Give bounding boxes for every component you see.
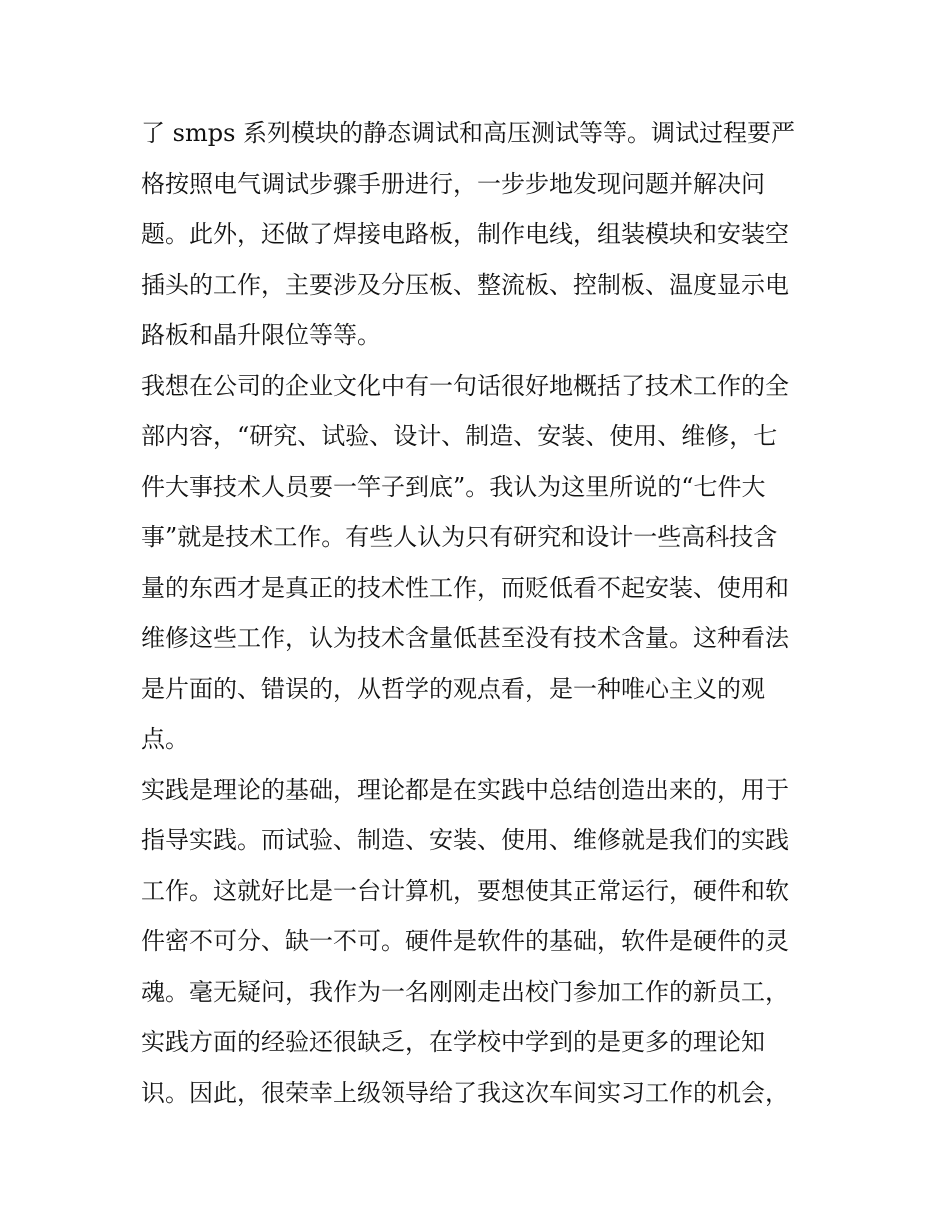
text-line: 件密不可分、缺一不可。硬件是软件的基础，软件是硬件的灵 [141, 927, 789, 955]
body-text [141, 108, 821, 1118]
text-line: 指导实践。而试验、制造、安装、使用、维修就是我们的实践 [141, 826, 789, 854]
text-line: 事”就是技术工作。有些人认为只有研究和设计一些高科技含 [141, 523, 778, 551]
text-line: 实践是理论的基础，理论都是在实践中总结创造出来的，用于 [141, 775, 789, 804]
text-line: 魂。毫无疑问，我作为一名刚刚走出校门参加工作的新员工， [141, 977, 789, 1006]
text-line: 是片面的、错误的，从哲学的观点看，是一种唯心主义的观 [141, 674, 765, 703]
text-line: 了 smps 系列模块的静态调试和高压测试等等。调试过程要严 [141, 119, 796, 147]
text-line: 题。此外，还做了焊接电路板，制作电线，组装模块和安装空 [141, 220, 789, 248]
text-line: 路板和晶升限位等等。 [141, 321, 381, 349]
text-line: 点。 [141, 725, 189, 753]
text-line: 实践方面的经验还很缺乏，在学校中学到的是更多的理论知 [141, 1028, 765, 1056]
text-line: 量的东西才是真正的技术性工作，而贬低看不起安装、使用和 [141, 573, 789, 602]
text-line: 件大事技术人员要一竿子到底”。我认为这里所说的“七件大 [141, 472, 766, 501]
text-line: 插头的工作，主要涉及分压板、整流板、控制板、温度显示电 [141, 270, 789, 299]
text-line: 维修这些工作，认为技术含量低甚至没有技术含量。这种看法 [141, 624, 789, 652]
text-line: 我想在公司的企业文化中有一句话很好地概括了技术工作的全 [141, 371, 789, 400]
text-line: 部内容，“研究、试验、设计、制造、安装、使用、维修，七 [141, 422, 778, 450]
text-line: 识。因此，很荣幸上级领导给了我这次车间实习工作的机会， [141, 1078, 789, 1107]
text-line: 工作。这就好比是一台计算机，要想使其正常运行，硬件和软 [141, 876, 789, 905]
text-line: 格按照电气调试步骤手册进行，一步步地发现问题并解决问 [141, 169, 765, 198]
